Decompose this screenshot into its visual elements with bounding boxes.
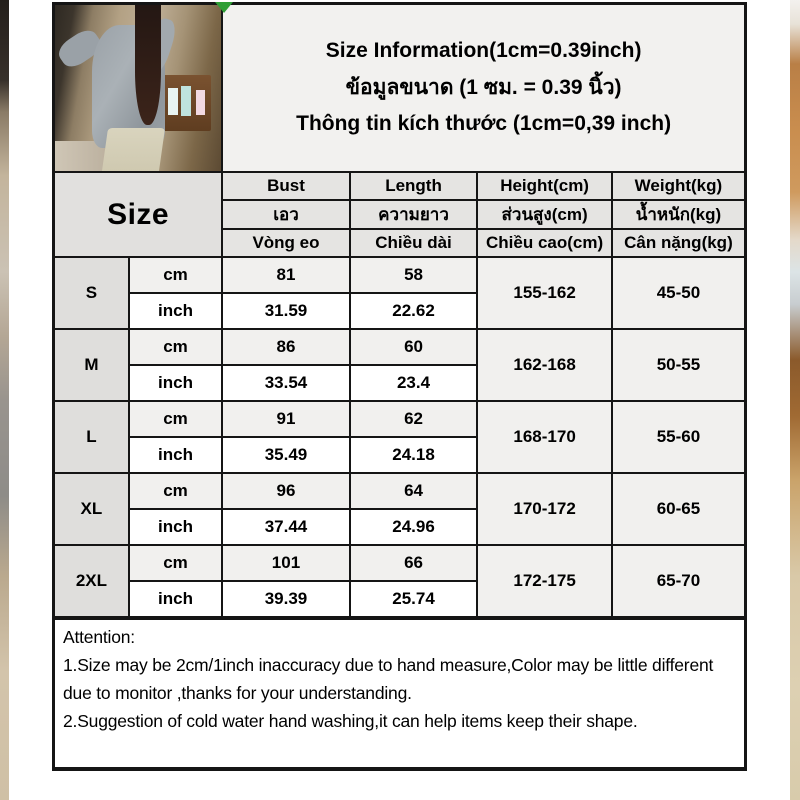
col-header-height-vi: Chiều cao(cm) — [477, 229, 612, 257]
bust-cm-value: 91 — [222, 401, 350, 437]
height-range-value: 168-170 — [477, 401, 612, 473]
title-cell — [222, 4, 745, 173]
height-range-value: 172-175 — [477, 545, 612, 618]
bust-inch-value: 31.59 — [222, 293, 350, 329]
col-header-weight-vi: Cân nặng(kg) — [612, 229, 746, 257]
bust-cm-value: 96 — [222, 473, 350, 509]
length-cm-value: 66 — [350, 545, 478, 581]
col-header-length-th: ความยาว — [350, 200, 478, 229]
height-range-value: 155-162 — [477, 257, 612, 329]
unit-label-cm: cm — [129, 401, 222, 437]
photo-model-pants — [102, 128, 165, 171]
weight-range-value: 45-50 — [612, 257, 746, 329]
col-header-length-vi: Chiều dài — [350, 229, 478, 257]
left-photo-edge-strip — [0, 0, 9, 800]
table-row-2xl-cm — [54, 545, 746, 581]
weight-range-value: 60-65 — [612, 473, 746, 545]
bust-inch-value: 37.44 — [222, 509, 350, 545]
size-value: S — [54, 257, 129, 329]
unit-label-cm: cm — [129, 257, 222, 293]
product-photo-cell — [54, 4, 223, 173]
size-value: XL — [54, 473, 129, 545]
table-row-l-cm — [54, 401, 746, 437]
attention-note-1: 1.Size may be 2cm/1inch inaccuracy due to hand measure,Color may be little different due to monitor ,thanks for your understanding. — [63, 655, 714, 703]
col-header-length-en: Length — [350, 172, 478, 200]
photo-model-hair — [135, 5, 162, 125]
attention-note-2: 2.Suggestion of cold water hand washing,it can help items keep their shape. — [63, 711, 638, 731]
top-band-row — [54, 4, 746, 173]
table-row-m-cm — [54, 329, 746, 365]
unit-label-cm: cm — [129, 473, 222, 509]
length-cm-value: 64 — [350, 473, 478, 509]
length-cm-value: 58 — [350, 257, 478, 293]
col-header-height-en: Height(cm) — [477, 172, 612, 200]
length-inch-value: 24.18 — [350, 437, 478, 473]
unit-label-inch: inch — [129, 437, 222, 473]
length-inch-value: 24.96 — [350, 509, 478, 545]
length-inch-value: 25.74 — [350, 581, 478, 618]
unit-label-inch: inch — [129, 293, 222, 329]
unit-label-inch: inch — [129, 509, 222, 545]
weight-range-value: 55-60 — [612, 401, 746, 473]
bust-inch-value: 33.54 — [222, 365, 350, 401]
table-row-s-cm — [54, 257, 746, 293]
title-thai: ข้อมูลขนาด (1 ซม. = 0.39 นิ้ว) — [345, 75, 622, 99]
col-header-bust-en: Bust — [222, 172, 350, 200]
weight-range-value: 65-70 — [612, 545, 746, 618]
length-cm-value: 60 — [350, 329, 478, 365]
table-row-xl-cm — [54, 473, 746, 509]
bust-inch-value: 39.39 — [222, 581, 350, 618]
photo-card-shape — [196, 90, 204, 115]
col-header-height-th: ส่วนสูง(cm) — [477, 200, 612, 229]
attention-box — [52, 618, 747, 771]
col-header-weight-th: น้ำหนัก(kg) — [612, 200, 746, 229]
bust-cm-value: 101 — [222, 545, 350, 581]
attention-heading: Attention: — [63, 627, 135, 647]
length-inch-value: 22.62 — [350, 293, 478, 329]
product-photo-image — [55, 5, 221, 171]
length-inch-value: 23.4 — [350, 365, 478, 401]
unit-label-inch: inch — [129, 365, 222, 401]
col-header-weight-en: Weight(kg) — [612, 172, 746, 200]
size-table — [52, 2, 747, 619]
header-row-english — [54, 172, 746, 200]
col-header-bust-th: เอว — [222, 200, 350, 229]
size-value: 2XL — [54, 545, 129, 618]
height-range-value: 162-168 — [477, 329, 612, 401]
size-value: L — [54, 401, 129, 473]
length-cm-value: 62 — [350, 401, 478, 437]
photo-card-shape — [181, 86, 191, 116]
green-corner-marker — [215, 2, 233, 13]
weight-range-value: 50-55 — [612, 329, 746, 401]
unit-label-inch: inch — [129, 581, 222, 618]
photo-card-shape — [168, 88, 178, 115]
size-header-cell: Size — [54, 172, 223, 257]
size-chart-content — [52, 2, 747, 771]
unit-label-cm: cm — [129, 545, 222, 581]
bust-inch-value: 35.49 — [222, 437, 350, 473]
col-header-bust-vi: Vòng eo — [222, 229, 350, 257]
right-photo-edge-strip — [790, 0, 800, 800]
bust-cm-value: 86 — [222, 329, 350, 365]
bust-cm-value: 81 — [222, 257, 350, 293]
title-vietnamese: Thông tin kích thước (1cm=0,39 inch) — [296, 112, 672, 136]
title-english: Size Information(1cm=0.39inch) — [325, 38, 642, 62]
height-range-value: 170-172 — [477, 473, 612, 545]
size-value: M — [54, 329, 129, 401]
unit-label-cm: cm — [129, 329, 222, 365]
